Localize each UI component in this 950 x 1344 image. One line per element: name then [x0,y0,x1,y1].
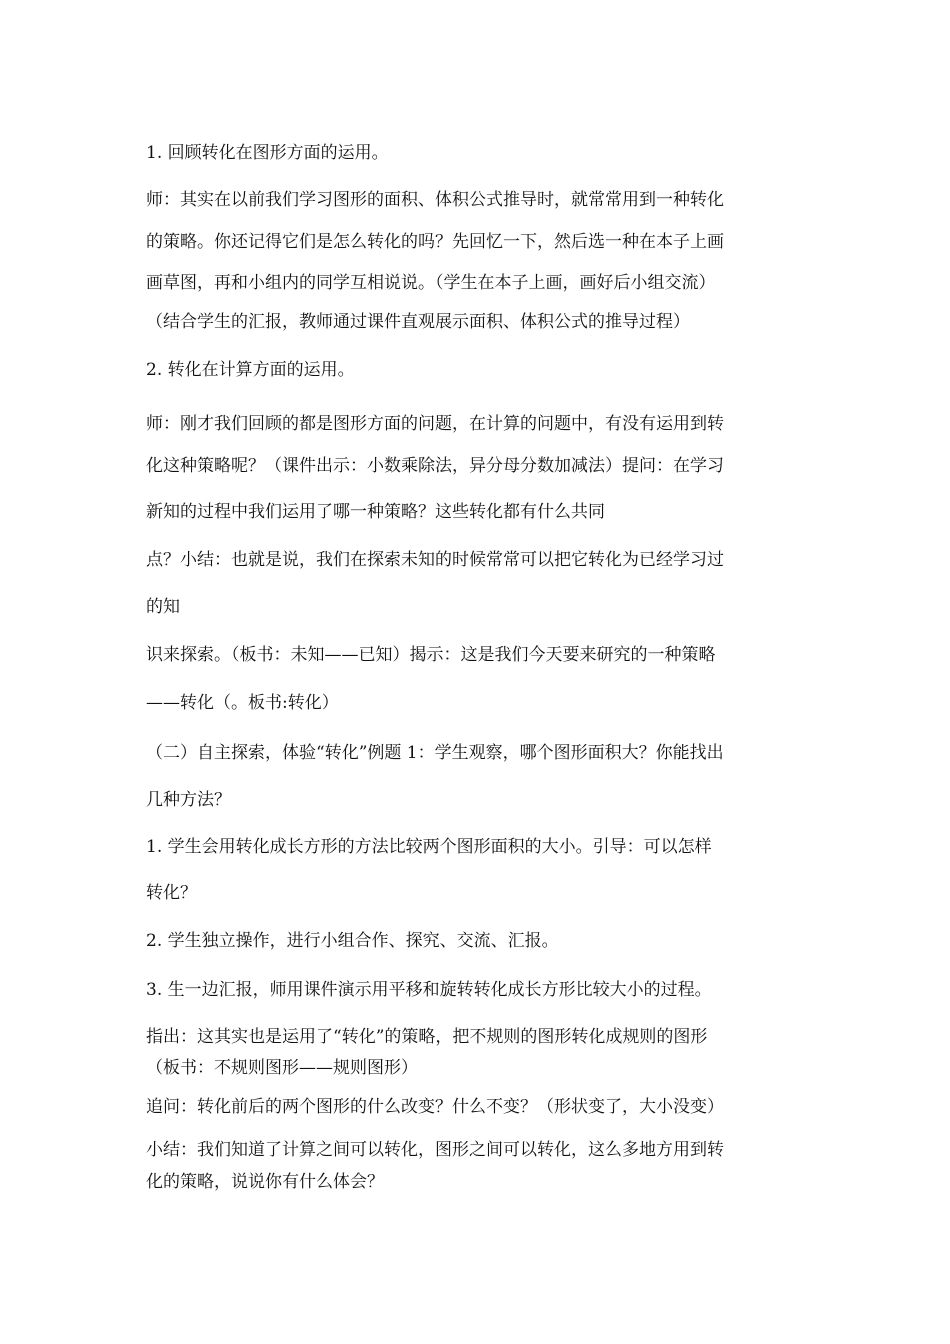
text-line: （板书：不规则图形——规则图形） [146,1058,418,1078]
text-line: 画草图，再和小组内的同学互相说说。（学生在本子上画，画好后小组交流） [146,273,716,293]
text-line: （结合学生的汇报，教师通过课件直观展示面积、体积公式的推导过程） [146,312,690,332]
text-line: 的策略。你还记得它们是怎么转化的吗？先回忆一下，然后选一种在本子上画 [146,232,724,252]
text-line: 的知 [146,597,180,617]
text-line: 指出：这其实也是运用了“转化”的策略，把不规则的图形转化成规则的图形 [146,1027,708,1047]
text-line: 几种方法？ [146,790,231,810]
text-line: （二）自主探索，体验“转化”例题 1：学生观察，哪个图形面积大？你能找出 [146,743,724,763]
text-line: 2. 学生独立操作，进行小组合作、探究、交流、汇报。 [146,931,559,951]
text-line: 1. 学生会用转化成长方形的方法比较两个图形面积的大小。引导：可以怎样 [146,837,712,857]
text-line: 师：其实在以前我们学习图形的面积、体积公式推导时，就常常用到一种转化 [146,190,724,210]
text-line: 化这种策略呢？（课件出示：小数乘除法，异分母分数加减法）提问：在学习 [146,456,724,476]
text-line: 3. 生一边汇报，师用课件演示用平移和旋转转化成长方形比较大小的过程。 [146,980,712,1000]
text-line: 识来探索。（板书：未知——已知）揭示：这是我们今天要来研究的一种策略 [146,645,716,665]
text-line: 新知的过程中我们运用了哪一种策略？这些转化都有什么共同 [146,502,605,522]
text-line: ——转化（。板书:转化） [146,693,339,713]
text-line: 1. 回顾转化在图形方面的运用。 [146,143,389,163]
text-line: 小结：我们知道了计算之间可以转化，图形之间可以转化，这么多地方用到转 [146,1140,724,1160]
text-line: 2. 转化在计算方面的运用。 [146,360,355,380]
text-line: 点？小结：也就是说，我们在探索未知的时候常常可以把它转化为已经学习过 [146,550,724,570]
text-line: 追问：转化前后的两个图形的什么改变？什么不变？（形状变了，大小没变） [146,1097,724,1117]
text-line: 化的策略，说说你有什么体会？ [146,1172,384,1192]
text-line: 师：刚才我们回顾的都是图形方面的问题，在计算的问题中，有没有运用到转 [146,414,724,434]
text-line: 转化？ [146,883,197,903]
